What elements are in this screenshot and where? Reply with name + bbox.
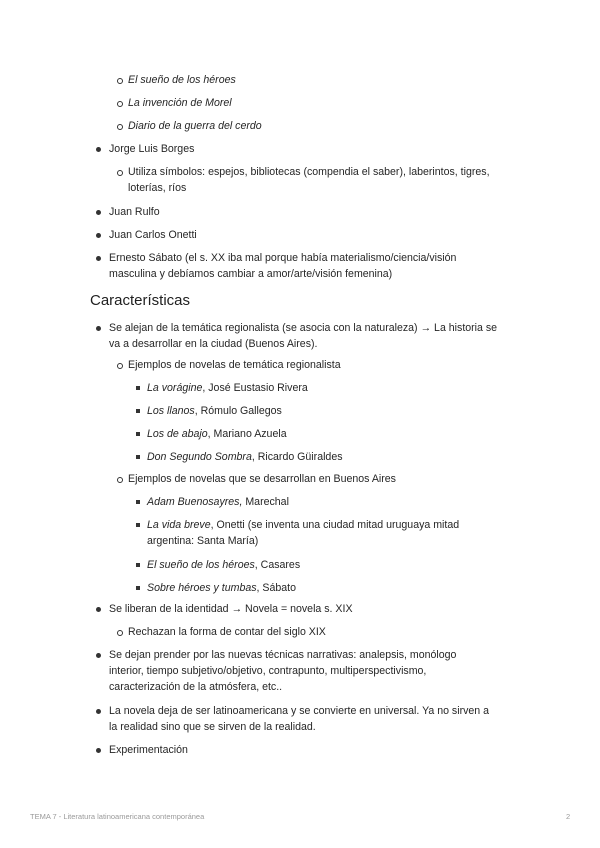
list-item-identity: Se liberan de la identidad → Novela = novela s. XIX [109,603,353,615]
page-number: 2 [566,812,571,821]
list-item: Diario de la guerra del cerdo [128,120,262,132]
disc-bullet-icon [96,210,101,215]
square-bullet-icon [136,500,140,504]
square-bullet-icon [136,455,140,459]
list-item-novel: La vorágine, José Eustasio Rivera [147,382,308,394]
disc-bullet-icon [96,709,101,714]
list-item: El sueño de los héroes [128,74,236,86]
list-item-sabato: Ernesto Sábato (el s. XX iba mal porque había materialismo/ciencia/visión masculina y debíamos cambiar a amor/arte/visión femenina) [109,252,457,280]
disc-bullet-icon [96,147,101,152]
disc-bullet-icon [96,326,101,331]
circle-bullet-icon [117,363,123,369]
list-item: La invención de Morel [128,97,232,109]
square-bullet-icon [136,586,140,590]
footer-title: TEMA 7 - Literatura latinoamericana contemporánea [30,812,205,821]
list-item-experimentation: Experimentación [109,744,188,756]
circle-bullet-icon [117,124,123,130]
list-item-identity-sub: Rechazan la forma de contar del siglo XIX [128,626,326,638]
square-bullet-icon [136,563,140,567]
list-item-borges-symbols: Utiliza símbolos: espejos, bibliotecas (compendia el saber), laberintos, tigres, loterías, ríos [128,166,490,194]
list-item-regional-examples: Ejemplos de novelas de temática regionalista [128,359,341,371]
list-item-author: Juan Carlos Onetti [109,229,197,241]
disc-bullet-icon [96,607,101,612]
circle-bullet-icon [117,170,123,176]
disc-bullet-icon [96,653,101,658]
list-item-techniques: Se dejan prender por las nuevas técnicas narrativas: analepsis, monólogo interior, tiempo subjetivo/objetivo, contrapunto, multiperspectivismo, caracterización de la atmósfera, etc.. [109,649,457,693]
list-item-novel: Sobre héroes y tumbas, Sábato [147,582,296,594]
list-item-novel: Adam Buenosayres, Marechal [147,496,289,508]
list-item-novel: Los de abajo, Mariano Azuela [147,428,287,440]
circle-bullet-icon [117,630,123,636]
disc-bullet-icon [96,256,101,261]
list-item-author: Juan Rulfo [109,206,160,218]
disc-bullet-icon [96,233,101,238]
circle-bullet-icon [117,477,123,483]
square-bullet-icon [136,409,140,413]
section-heading: Características [90,292,191,309]
square-bullet-icon [136,432,140,436]
circle-bullet-icon [117,78,123,84]
list-item-universal: La novela deja de ser latinoamericana y se convierte en universal. Ya no sirven a la realidad sino que se sirven de la realidad. [109,705,490,733]
square-bullet-icon [136,386,140,390]
square-bullet-icon [136,523,140,527]
list-item-borges: Jorge Luis Borges [109,143,195,155]
list-item-novel: Don Segundo Sombra, Ricardo Güiraldes [147,451,343,463]
list-item-novel: Los llanos, Rómulo Gallegos [147,405,282,417]
list-item-urban-examples: Ejemplos de novelas que se desarrollan en Buenos Aires [128,473,396,485]
list-item-novel: El sueño de los héroes, Casares [147,559,301,571]
disc-bullet-icon [96,748,101,753]
list-item-novel: La vida breve, Onetti (se inventa una ciudad mitad uruguaya mitad argentina: Santa María) [147,519,460,547]
circle-bullet-icon [117,101,123,107]
list-item-regionalism: Se alejan de la temática regionalista (se asocia con la naturaleza) → La historia se va a desarrollar en la ciudad (Buenos Aires). [109,322,498,350]
